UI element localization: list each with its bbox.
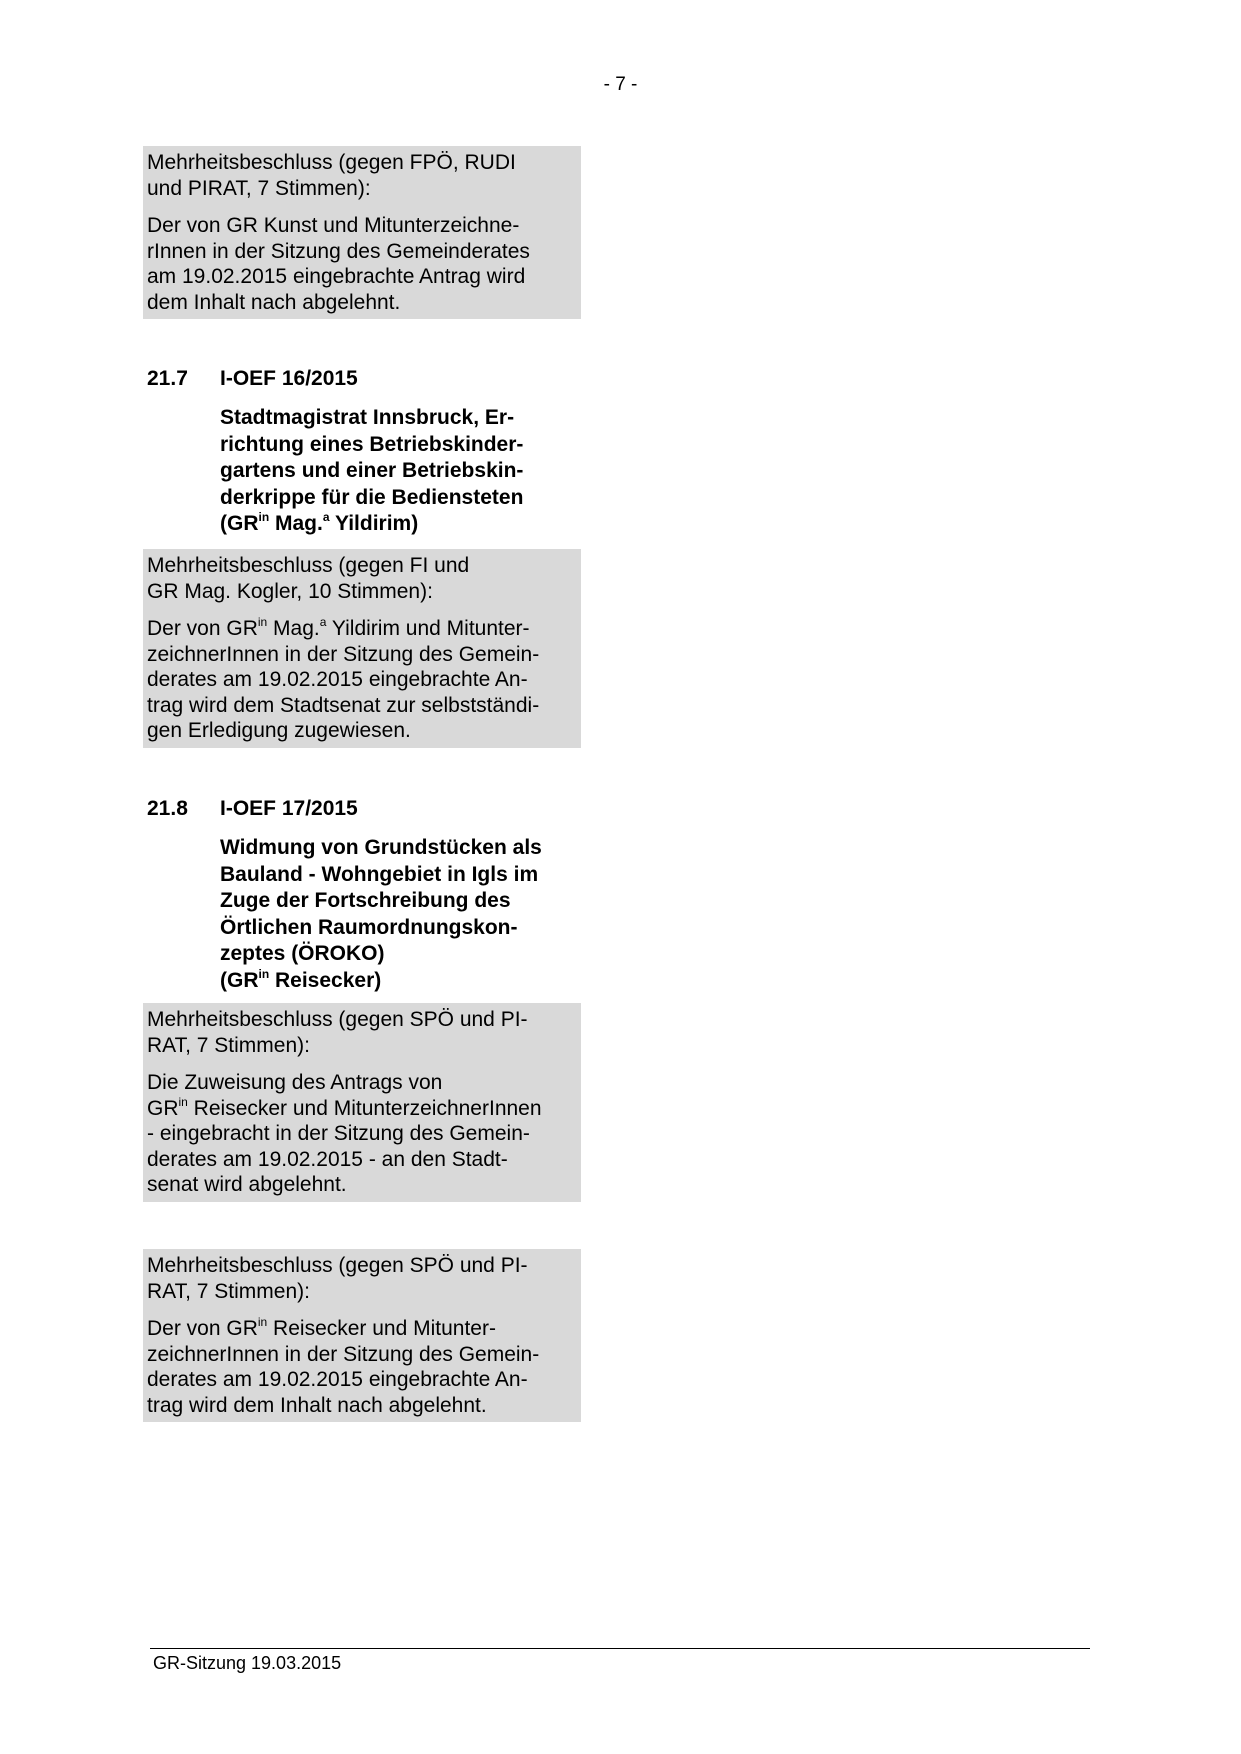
footer-text: GR-Sitzung 19.03.2015 <box>153 1653 342 1673</box>
agenda-item-title-text: Widmung von Grundstücken als Bauland - Wohngebiet in Igls im Zuge der Fortschreibung des Örtlichen Raumordnungskon- zeptes (ÖROKO) <box>220 836 542 965</box>
resolution-text-rest: Yildirim und Mitunter- zeichnerInnen in der Sitzung des Gemein- derates am 19.02.2015 eingebrachte An- trag wird dem Stadtsenat zur selbstständi- gen Erledigung zugewiesen. <box>147 617 540 742</box>
title-mag: Mag. <box>269 512 323 535</box>
resolution-heading: Mehrheitsbeschluss (gegen SPÖ und PI- RAT, 7 Stimmen): <box>147 1008 528 1057</box>
resolution-text <box>147 1070 581 1198</box>
agenda-item-title-text: Stadtmagistrat Innsbruck, Er- richtung eines Betriebskinder- gartens und einer Betriebskin- derkrippe für die Bediensteten <box>220 406 524 509</box>
agenda-item-code: I-OEF 16/2015 <box>220 367 358 390</box>
resolution-box-3 <box>143 1003 581 1202</box>
text-superscript-in: in <box>257 1315 268 1329</box>
resolution-text-rest: Reisecker und MitunterzeichnerInnen - eingebracht in der Sitzung des Gemein- derates am 19.02.2015 - an den Stadt- senat wird abgelehnt. <box>147 1096 542 1196</box>
page-number: - 7 - <box>603 74 638 95</box>
resolution-text <box>147 616 581 744</box>
resolution-text-start: Der von GR <box>147 617 258 640</box>
title-name: Reisecker) <box>269 968 382 992</box>
resolution-text <box>147 1316 581 1418</box>
text-superscript-a: a <box>319 615 327 629</box>
agenda-item-21-7-header <box>147 366 547 392</box>
resolution-heading: Mehrheitsbeschluss (gegen FPÖ, RUDI und PIRAT, 7 Stimmen): <box>147 151 516 200</box>
resolution-heading: Mehrheitsbeschluss (gegen SPÖ und PI- RAT, 7 Stimmen): <box>147 1254 528 1303</box>
resolution-text: Der von GR Kunst und Mitunterzeichne- rInnen in der Sitzung des Gemeinderates am 19.02.2015 eingebrachte Antrag wird dem Inhalt nach abgelehnt. <box>147 214 530 314</box>
resolution-box-4 <box>143 1249 581 1422</box>
resolution-text-start: Der von GR <box>147 1317 258 1340</box>
title-gr: (GR <box>220 512 259 535</box>
agenda-item-code: I-OEF 17/2015 <box>220 797 358 820</box>
footer-divider <box>150 1648 1090 1649</box>
title-name: Yildirim) <box>329 512 419 535</box>
resolution-text-rest: Reisecker und Mitunter- zeichnerInnen in der Sitzung des Gemein- derates am 19.02.2015 eingebrachte An- trag wird dem Inhalt nach abgelehnt. <box>147 1317 540 1417</box>
resolution-heading: Mehrheitsbeschluss (gegen FI und GR Mag. Kogler, 10 Stimmen): <box>147 554 470 603</box>
resolution-text-start: Die Zuweisung des Antrags von GR <box>147 1071 443 1120</box>
text-superscript-in: in <box>178 1094 188 1109</box>
title-superscript-in: in <box>258 510 270 524</box>
resolution-text-mag: Mag. <box>267 617 320 640</box>
agenda-item-21-7-title <box>220 405 523 538</box>
agenda-item-number: 21.8 <box>147 797 188 820</box>
agenda-item-21-8-title <box>220 835 542 994</box>
text-superscript-in: in <box>257 615 268 629</box>
title-superscript-in: in <box>258 966 270 981</box>
agenda-item-number: 21.7 <box>147 367 188 390</box>
resolution-box-2 <box>143 549 581 748</box>
title-superscript-a: a <box>322 510 330 524</box>
title-gr: (GR <box>220 968 259 992</box>
agenda-item-21-8-header <box>147 796 547 822</box>
resolution-box-1 <box>143 146 581 319</box>
